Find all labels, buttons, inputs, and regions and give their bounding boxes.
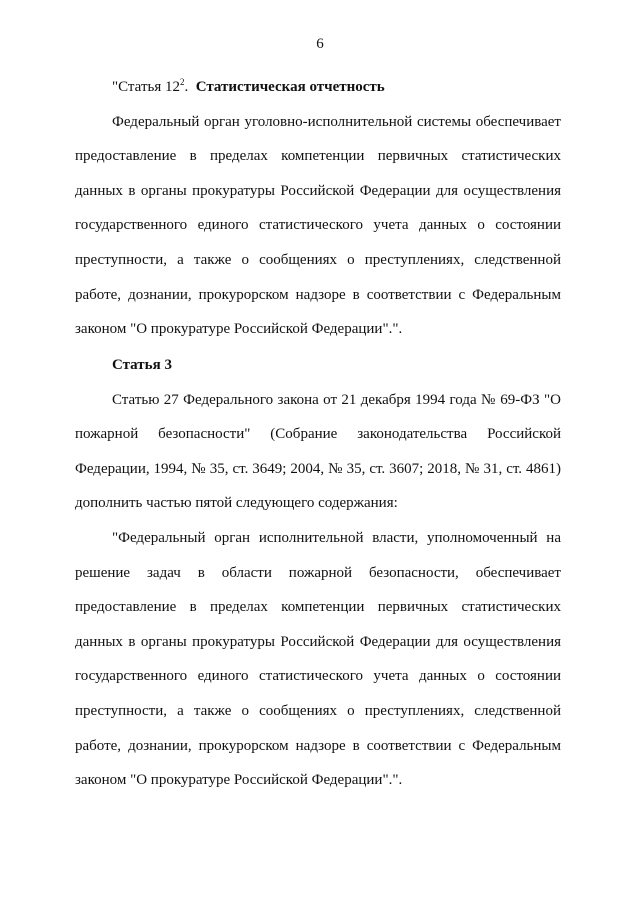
section-12-2-heading	[75, 70, 561, 105]
section-12-2-body: Федеральный орган уголовно-исполнительной системы обеспечивает предоставление в пределах компетенции первичных статистических данных в органы прокуратуры Российской Федерации для осуществления государственного единого статистического учета данных о состоянии преступности, а также о сообщениях о преступлениях, следственной работе, дознании, прокурорском надзоре в соответствии с Федеральным законом "О прокуратуре Российской Федерации".".	[75, 113, 561, 338]
section-12-2-superscript: 2	[179, 77, 185, 87]
section-12-2-suffix: .	[184, 79, 189, 95]
article-3	[75, 348, 561, 798]
article-3-intro: Статью 27 Федерального закона от 21 декабря 1994 года № 69-ФЗ "О пожарной безопасности" (Собрание законодательства Российской Федерации, 1994, № 35, ст. 3649; 2004, № 35, ст. 3607; 2018, № 31, ст. 4861) дополнить частью пятой следующего содержания:	[75, 391, 561, 512]
page-number: 6	[316, 36, 324, 52]
section-12-2-prefix: "Статья 12	[112, 79, 180, 95]
article-3-heading: Статья 3	[112, 357, 172, 373]
article-3-quote: "Федеральный орган исполнительной власти, уполномоченный на решение задач в области пожарной безопасности, обеспечивает предоставление в пределах компетенции первичных статистических данных в органы прокуратуры Российской Федерации для осуществления государственного единого статистического учета данных о состоянии преступности, а также о сообщениях о преступлениях, следственной работе, дознании, прокурорском надзоре в соответствии с Федеральным законом "О прокуратуре Российской Федерации".".	[75, 529, 561, 789]
section-12-2-title: Статистическая отчетность	[195, 79, 385, 95]
section-12-2	[75, 70, 561, 347]
